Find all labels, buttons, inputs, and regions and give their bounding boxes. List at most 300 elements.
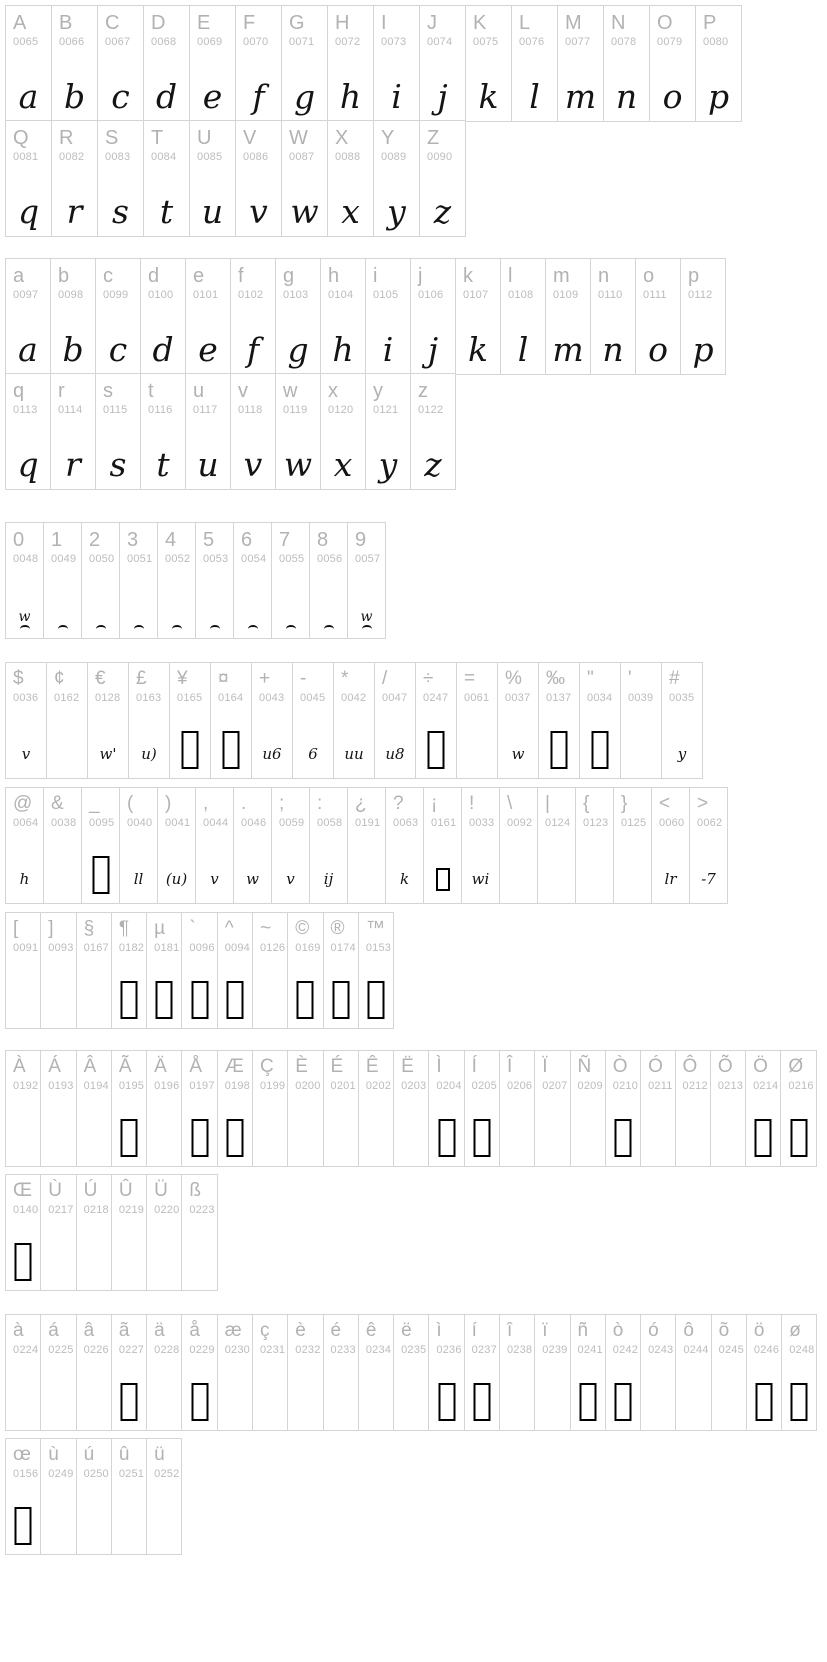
script-glyph: n: [602, 330, 624, 369]
character-label: P: [703, 12, 717, 34]
unicode-code-label: 0111: [643, 289, 667, 301]
character-label: }: [621, 793, 628, 814]
notdef-box-icon: [223, 731, 240, 769]
glyph-cell-0100: [140, 258, 186, 375]
glyph-cell-0239: [534, 1314, 570, 1431]
glyph-cell-0211: [640, 1050, 675, 1167]
glyph-cell-0033: [461, 787, 500, 904]
glyph-cell-0068: [143, 5, 190, 122]
glyph-cell-0174: [323, 912, 359, 1029]
character-label: m: [553, 265, 570, 287]
glyph-cell-0165: [169, 662, 211, 779]
glyph-cell-0182: [111, 912, 147, 1029]
glyph-cell-0037: [497, 662, 539, 779]
glyph-cell-0040: [119, 787, 158, 904]
notdef-box-icon: [755, 1119, 772, 1157]
script-glyph: c: [108, 330, 128, 369]
glyph-cell-0038: [43, 787, 82, 904]
glyph-cell-0230: [217, 1314, 253, 1431]
unicode-code-label: 0174: [330, 941, 356, 954]
glyph-cell-0073: [373, 5, 420, 122]
unicode-code-label: 0077: [565, 36, 591, 48]
glyph-cell-0089: [373, 120, 420, 237]
notdef-box-icon: [438, 1119, 455, 1157]
glyph-cell-0071: [281, 5, 328, 122]
script-glyph: w': [99, 745, 117, 763]
unicode-code-label: 0117: [193, 404, 218, 416]
glyph-cell-0108: [500, 258, 546, 375]
unicode-code-label: 0050: [89, 553, 115, 565]
unicode-code-label: 0097: [13, 289, 39, 301]
unicode-code-label: 0244: [683, 1343, 709, 1356]
unicode-code-label: 0248: [789, 1343, 815, 1356]
character-label: U: [197, 127, 212, 149]
unicode-code-label: 0123: [583, 816, 609, 829]
unicode-code-label: 0228: [154, 1343, 180, 1356]
character-label: N: [611, 12, 626, 34]
script-glyph: p: [692, 330, 714, 369]
character-label: Ö: [753, 1056, 768, 1077]
unicode-code-label: 0079: [657, 36, 683, 48]
character-label: !: [469, 793, 475, 814]
character-label: 4: [165, 529, 177, 551]
glyph-cell-0128: [87, 662, 129, 779]
character-label: y: [373, 380, 383, 402]
unicode-code-label: 0207: [542, 1079, 568, 1092]
script-glyph: y: [378, 445, 398, 484]
unicode-code-label: 0108: [508, 289, 534, 301]
unicode-code-label: 0251: [118, 1467, 145, 1480]
script-glyph: w: [290, 192, 319, 231]
glyph-cell-0244: [675, 1314, 711, 1431]
character-label: V: [243, 127, 257, 149]
unicode-code-label: 0219: [118, 1203, 145, 1216]
character-label: n: [598, 265, 610, 287]
glyph-cell-0051: [119, 522, 158, 639]
glyph-row: [5, 5, 741, 121]
unicode-code-label: 0197: [189, 1079, 215, 1092]
unicode-code-label: 0210: [612, 1079, 639, 1092]
unicode-code-label: 0220: [154, 1203, 180, 1216]
glyph-table-basic-lowercase: [5, 258, 725, 489]
character-label: 9: [355, 529, 367, 551]
unicode-code-label: 0242: [612, 1343, 639, 1356]
unicode-code-label: 0065: [13, 36, 39, 48]
unicode-code-label: 0223: [189, 1203, 215, 1216]
notdef-box-icon: [191, 1119, 208, 1157]
glyph-cell-0105: [365, 258, 411, 375]
script-glyph: o: [648, 330, 668, 369]
character-label: M: [565, 12, 582, 34]
hook-mark-icon: [96, 625, 106, 633]
character-label: j: [418, 265, 423, 287]
unicode-code-label: 0102: [238, 289, 264, 301]
unicode-code-label: 0224: [13, 1343, 39, 1356]
character-label: ó: [648, 1320, 659, 1341]
character-label: v: [238, 380, 248, 402]
glyph-cell-0140: [5, 1174, 41, 1291]
character-label: k: [463, 265, 473, 287]
unicode-code-label: 0072: [335, 36, 361, 48]
script-glyph: m: [552, 330, 584, 369]
glyph-cell-0219: [111, 1174, 147, 1291]
character-label: /: [382, 668, 388, 689]
character-label: *: [341, 668, 349, 689]
unicode-code-label: 0200: [295, 1079, 321, 1092]
unicode-code-label: 0078: [611, 36, 637, 48]
script-glyph: ij: [323, 870, 334, 888]
glyph-cell-0238: [499, 1314, 535, 1431]
glyph-cell-0234: [358, 1314, 394, 1431]
glyph-cell-0098: [50, 258, 96, 375]
unicode-code-label: 0191: [355, 816, 381, 829]
glyph-table-currency-math: [5, 662, 702, 778]
character-label: \: [507, 793, 513, 814]
notdef-box-icon: [551, 731, 568, 769]
unicode-code-label: 0043: [259, 691, 285, 704]
notdef-box-icon: [226, 1119, 243, 1157]
character-label: {: [583, 793, 590, 814]
unicode-code-label: 0098: [58, 289, 84, 301]
script-glyph: a: [18, 330, 38, 369]
unicode-code-label: 0169: [295, 941, 321, 954]
glyph-cell-0076: [511, 5, 558, 122]
unicode-code-label: 0238: [506, 1343, 533, 1356]
unicode-code-label: 0083: [105, 151, 131, 163]
character-label: 7: [279, 529, 291, 551]
unicode-code-label: 0239: [542, 1343, 568, 1356]
character-label: .: [241, 793, 247, 814]
unicode-code-label: 0182: [118, 941, 145, 954]
character-label: 5: [203, 529, 215, 551]
unicode-code-label: 0088: [335, 151, 361, 163]
character-label: u: [193, 380, 205, 402]
script-glyph: v: [21, 745, 31, 763]
unicode-code-label: 0091: [13, 941, 39, 954]
character-label: €: [95, 668, 106, 689]
glyph-cell-0205: [464, 1050, 500, 1167]
character-label: f: [238, 265, 244, 287]
glyph-cell-0193: [40, 1050, 76, 1167]
character-label: H: [335, 12, 350, 34]
unicode-code-label: 0196: [154, 1079, 180, 1092]
unicode-code-label: 0060: [659, 816, 685, 829]
unicode-code-label: 0212: [682, 1079, 708, 1092]
character-label: :: [317, 793, 323, 814]
character-label: ß: [189, 1180, 202, 1201]
unicode-code-label: 0120: [328, 404, 354, 416]
character-label: %: [505, 668, 522, 689]
character-label: ú: [83, 1444, 95, 1465]
character-label: z: [418, 380, 428, 402]
glyph-cell-0216: [780, 1050, 816, 1167]
script-glyph: d: [155, 77, 178, 116]
glyph-cell-0225: [40, 1314, 76, 1431]
glyph-cell-0195: [111, 1050, 147, 1167]
unicode-code-label: 0093: [48, 941, 74, 954]
script-glyph: h: [339, 77, 362, 116]
character-label: å: [189, 1320, 200, 1341]
glyph-cell-0204: [428, 1050, 464, 1167]
character-label: -: [300, 668, 307, 689]
script-glyph: g: [293, 77, 316, 116]
unicode-code-label: 0198: [224, 1079, 250, 1092]
character-label: ;: [279, 793, 285, 814]
character-label: ÷: [423, 668, 434, 689]
hook-mark-icon: [286, 625, 296, 633]
unicode-code-label: 0033: [469, 816, 495, 829]
glyph-cell-0161: [423, 787, 462, 904]
glyph-cell-0223: [181, 1174, 217, 1291]
unicode-code-label: 0156: [13, 1467, 39, 1480]
character-label: ì: [436, 1320, 442, 1341]
script-glyph: k: [468, 330, 488, 369]
unicode-code-label: 0237: [471, 1343, 497, 1356]
unicode-code-label: 0235: [401, 1343, 427, 1356]
unicode-code-label: 0092: [507, 816, 533, 829]
glyph-cell-0099: [95, 258, 141, 375]
character-label: Í: [471, 1056, 477, 1077]
glyph-table-digits: [5, 522, 385, 638]
glyph-cell-0056: [309, 522, 348, 639]
character-label: £: [136, 668, 147, 689]
unicode-code-label: 0035: [669, 691, 695, 704]
character-label: ®: [330, 918, 345, 939]
notdef-box-icon: [92, 856, 109, 894]
glyph-cell-0083: [97, 120, 144, 237]
unicode-code-label: 0245: [718, 1343, 744, 1356]
character-label: Œ: [13, 1180, 32, 1201]
unicode-code-label: 0199: [259, 1079, 286, 1092]
unicode-code-label: 0085: [197, 151, 223, 163]
script-glyph: wi: [471, 870, 490, 888]
unicode-code-label: 0204: [436, 1079, 462, 1092]
unicode-code-label: 0103: [283, 289, 309, 301]
hook-mark-icon: [58, 625, 68, 633]
script-glyph: s: [109, 445, 127, 484]
unicode-code-label: 0068: [151, 36, 177, 48]
script-glyph: f: [252, 77, 265, 116]
glyph-cell-0198: [217, 1050, 253, 1167]
script-glyph: -7: [701, 870, 716, 888]
glyph-cell-0247: [415, 662, 457, 779]
unicode-code-label: 0126: [259, 941, 286, 954]
script-glyph: p: [707, 77, 730, 116]
glyph-cell-0065: [5, 5, 52, 122]
character-label: Ç: [259, 1056, 274, 1077]
unicode-code-label: 0073: [381, 36, 407, 48]
glyph-row: [5, 258, 725, 374]
unicode-code-label: 0211: [648, 1079, 673, 1092]
glyph-cell-0052: [157, 522, 196, 639]
script-glyph: r: [66, 192, 83, 231]
unicode-code-label: 0115: [103, 404, 128, 416]
unicode-code-label: 0118: [238, 404, 263, 416]
character-label: E: [197, 12, 211, 34]
hook-mark-icon: [362, 625, 372, 633]
glyph-cell-0087: [281, 120, 328, 237]
glyph-cell-0074: [419, 5, 466, 122]
glyph-cell-0124: [537, 787, 576, 904]
notdef-box-icon: [191, 1383, 208, 1421]
glyph-row: [5, 912, 393, 1028]
character-label: A: [13, 12, 27, 34]
notdef-box-icon: [473, 1119, 490, 1157]
character-label: Ì: [436, 1056, 442, 1077]
unicode-code-label: 0217: [48, 1203, 74, 1216]
script-glyph: a: [18, 77, 39, 116]
glyph-cell-0082: [51, 120, 98, 237]
character-label: æ: [224, 1320, 242, 1341]
character-label: ‰: [546, 668, 565, 689]
character-label: 1: [51, 529, 63, 551]
unicode-code-label: 0249: [48, 1467, 74, 1480]
glyph-cell-0237: [464, 1314, 500, 1431]
unicode-code-label: 0206: [506, 1079, 533, 1092]
glyph-cell-0227: [111, 1314, 147, 1431]
script-glyph: v: [243, 445, 263, 484]
glyph-cell-0115: [95, 373, 141, 490]
unicode-code-label: 0195: [118, 1079, 145, 1092]
unicode-code-label: 0107: [463, 289, 489, 301]
glyph-cell-0048: [5, 522, 44, 639]
glyph-cell-0064: [5, 787, 44, 904]
unicode-code-label: 0056: [317, 553, 343, 565]
unicode-code-label: 0109: [553, 289, 579, 301]
hook-mark-icon: [134, 625, 144, 633]
unicode-code-label: 0087: [289, 151, 315, 163]
unicode-code-label: 0119: [283, 404, 308, 416]
script-glyph: w: [511, 745, 525, 763]
character-label: Ë: [401, 1056, 414, 1077]
unicode-code-label: 0099: [103, 289, 129, 301]
unicode-code-label: 0075: [473, 36, 499, 48]
glyph-cell-0137: [538, 662, 580, 779]
character-label: ): [165, 793, 172, 814]
character-label: @: [13, 793, 33, 814]
character-label: è: [295, 1320, 306, 1341]
glyph-cell-0057: [347, 522, 386, 639]
character-label: ¡: [431, 793, 438, 814]
character-label: q: [13, 380, 25, 402]
character-label: Û: [118, 1180, 133, 1201]
character-label: c: [103, 265, 113, 287]
script-glyph: q: [17, 445, 39, 484]
script-glyph: i: [391, 77, 402, 116]
hook-mark-icon: [248, 625, 258, 633]
character-label: Q: [13, 127, 29, 149]
glyph-cell-0120: [320, 373, 366, 490]
character-label: î: [506, 1320, 513, 1341]
unicode-code-label: 0071: [289, 36, 315, 48]
glyph-cell-0117: [185, 373, 231, 490]
script-glyph: j: [437, 77, 448, 116]
unicode-code-label: 0049: [51, 553, 77, 565]
character-label: ^: [224, 918, 234, 939]
glyph-cell-0109: [545, 258, 591, 375]
character-label: ã: [118, 1320, 130, 1341]
script-glyph: l: [517, 330, 529, 369]
notdef-box-icon: [473, 1383, 490, 1421]
glyph-cell-0212: [675, 1050, 711, 1167]
unicode-code-label: 0069: [197, 36, 223, 48]
glyph-cell-0200: [287, 1050, 323, 1167]
glyph-cell-0045: [292, 662, 334, 779]
unicode-code-label: 0110: [598, 289, 623, 301]
glyph-table-basic-uppercase: [5, 5, 741, 236]
unicode-code-label: 0243: [648, 1343, 674, 1356]
notdef-box-icon: [182, 731, 199, 769]
glyph-cell-0241: [570, 1314, 606, 1431]
glyph-cell-0035: [661, 662, 703, 779]
unicode-code-label: 0059: [279, 816, 305, 829]
unicode-code-label: 0122: [418, 404, 444, 416]
unicode-code-label: 0105: [373, 289, 399, 301]
unicode-code-label: 0161: [431, 816, 457, 829]
character-label: $: [13, 668, 24, 689]
character-label: ü: [154, 1444, 165, 1465]
character-label: ": [587, 668, 594, 689]
glyph-cell-0224: [5, 1314, 41, 1431]
unicode-code-label: 0124: [545, 816, 571, 829]
script-glyph: k: [478, 77, 499, 116]
unicode-code-label: 0042: [341, 691, 367, 704]
hook-mark-icon: [324, 625, 334, 633]
character-label: h: [328, 265, 340, 287]
character-label: õ: [718, 1320, 730, 1341]
unicode-code-label: 0246: [753, 1343, 780, 1356]
glyph-cell-0153: [358, 912, 394, 1029]
glyph-cell-0042: [333, 662, 375, 779]
unicode-code-label: 0094: [224, 941, 250, 954]
script-glyph: u: [201, 192, 224, 231]
glyph-cell-0242: [605, 1314, 641, 1431]
notdef-box-icon: [438, 1383, 455, 1421]
script-glyph: u8: [385, 745, 405, 763]
unicode-code-label: 0164: [218, 691, 244, 704]
unicode-code-label: 0055: [279, 553, 305, 565]
glyph-cell-0094: [217, 912, 253, 1029]
unicode-code-label: 0229: [189, 1343, 215, 1356]
script-glyph: z: [433, 192, 452, 231]
glyph-cell-0235: [393, 1314, 429, 1431]
glyph-cell-0095: [81, 787, 120, 904]
glyph-table-accented-uppercase: [5, 1050, 816, 1166]
glyph-row: [5, 1314, 816, 1430]
glyph-cell-0119: [275, 373, 321, 490]
character-label: ¤: [218, 668, 229, 689]
script-glyph: y: [677, 745, 687, 763]
glyph-row: [5, 522, 385, 638]
glyph-cell-0116: [140, 373, 186, 490]
hook-mark-icon: [20, 625, 30, 633]
unicode-code-label: 0230: [224, 1343, 250, 1356]
unicode-code-label: 0163: [136, 691, 162, 704]
glyph-cell-0164: [210, 662, 252, 779]
character-label: Y: [381, 127, 395, 149]
notdef-box-icon: [120, 1119, 137, 1157]
character-label: g: [283, 265, 295, 287]
character-label: ¶: [118, 918, 130, 939]
glyph-cell-0207: [534, 1050, 570, 1167]
unicode-code-label: 0106: [418, 289, 444, 301]
glyph-cell-0092: [499, 787, 538, 904]
character-label: Ï: [542, 1056, 548, 1077]
unicode-code-label: 0203: [401, 1079, 427, 1092]
unicode-code-label: 0070: [243, 36, 269, 48]
unicode-code-label: 0064: [13, 816, 39, 829]
character-label: 3: [127, 529, 139, 551]
